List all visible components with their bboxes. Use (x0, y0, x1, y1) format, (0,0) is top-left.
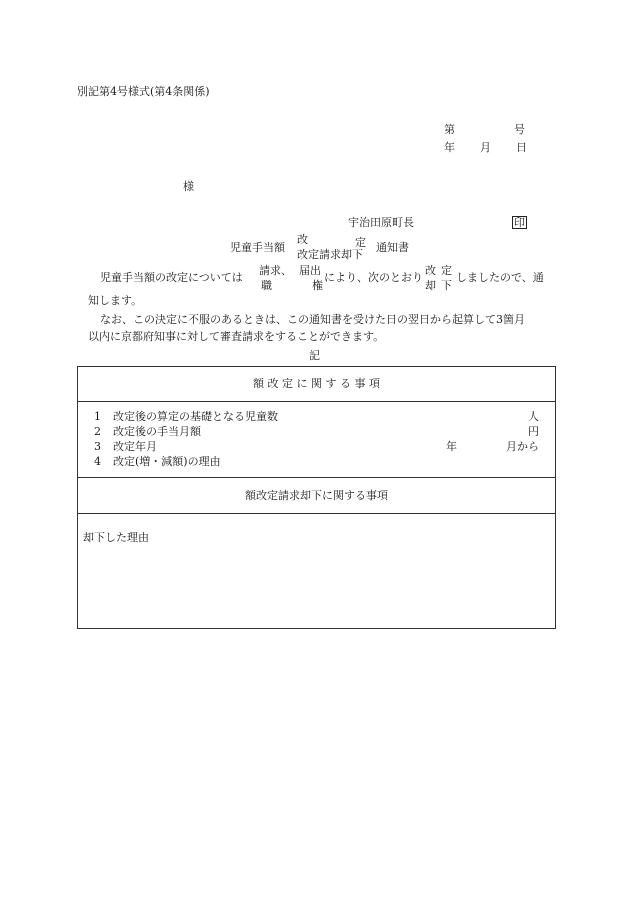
addressee-suffix: 様 (183, 180, 194, 193)
result-top-left: 改 (425, 264, 436, 277)
rejection-reason-label: 却下した理由 (83, 531, 149, 544)
seal-stamp: 印 (514, 216, 525, 229)
title-option-mid: 定 (355, 236, 366, 249)
result-top-right: 定 (441, 264, 452, 277)
item-number: 4 (94, 455, 101, 468)
reason-a-bottom: 職 (261, 279, 272, 292)
para1-mid: により、次のとおり (324, 271, 423, 284)
ki-label: 記 (309, 349, 320, 362)
number-prefix: 第 (444, 123, 455, 136)
item-label: 改定後の手当月額 (113, 425, 201, 438)
item-unit: 人 (528, 410, 539, 423)
item-row (94, 425, 539, 438)
item-number: 2 (94, 425, 101, 438)
section1-title: 額 改 定 に 関 す る 事 項 (253, 377, 380, 390)
para1-cont: 知します。 (88, 294, 143, 307)
section2-title: 額改定請求却下に関する事項 (245, 489, 388, 502)
divider (78, 401, 555, 402)
title-option-bottom: 改定請求却下 (297, 248, 363, 261)
number-suffix: 号 (514, 123, 525, 136)
divider (78, 477, 555, 478)
title-option-top: 改 (297, 233, 308, 246)
details-table (77, 366, 556, 629)
form-label: 別記第4号様式(第4条関係) (77, 85, 210, 98)
title-suffix: 通知書 (376, 241, 409, 254)
item-row (94, 440, 539, 453)
divider (78, 513, 555, 514)
result-bottom-right: 下 (441, 279, 452, 292)
item-label: 改定(増・減額)の理由 (113, 455, 221, 468)
reason-a-top: 請求、 (259, 264, 292, 277)
issuer-name: 宇治田原町長 (348, 216, 414, 229)
date-month: 月 (480, 141, 491, 154)
item-unit: 月から (506, 440, 539, 453)
reason-b-top: 届出 (299, 264, 321, 277)
para1-start: 児童手当額の改定については (100, 271, 243, 284)
result-bottom-left: 却 (425, 279, 436, 292)
item-unit: 円 (528, 425, 539, 438)
item-number: 1 (94, 410, 101, 423)
date-day: 日 (516, 141, 527, 154)
para2-line2: 以内に京都府知事に対して審査請求をすることができます。 (88, 330, 385, 343)
title-prefix: 児童手当額 (230, 241, 285, 254)
item-row (94, 410, 539, 423)
item-year-label: 年 (446, 440, 457, 453)
para1-end: しましたので、通 (456, 271, 544, 284)
item-row (94, 455, 539, 468)
item-label: 改定後の算定の基礎となる児童数 (113, 410, 278, 423)
item-number: 3 (94, 440, 101, 453)
item-label: 改定年月 (113, 440, 157, 453)
para2-line1: なお、この決定に不服のあるときは、この通知書を受けた日の翌日から起算して3箇月 (100, 313, 525, 326)
reason-b-bottom: 権 (312, 279, 323, 292)
date-year: 年 (444, 141, 455, 154)
